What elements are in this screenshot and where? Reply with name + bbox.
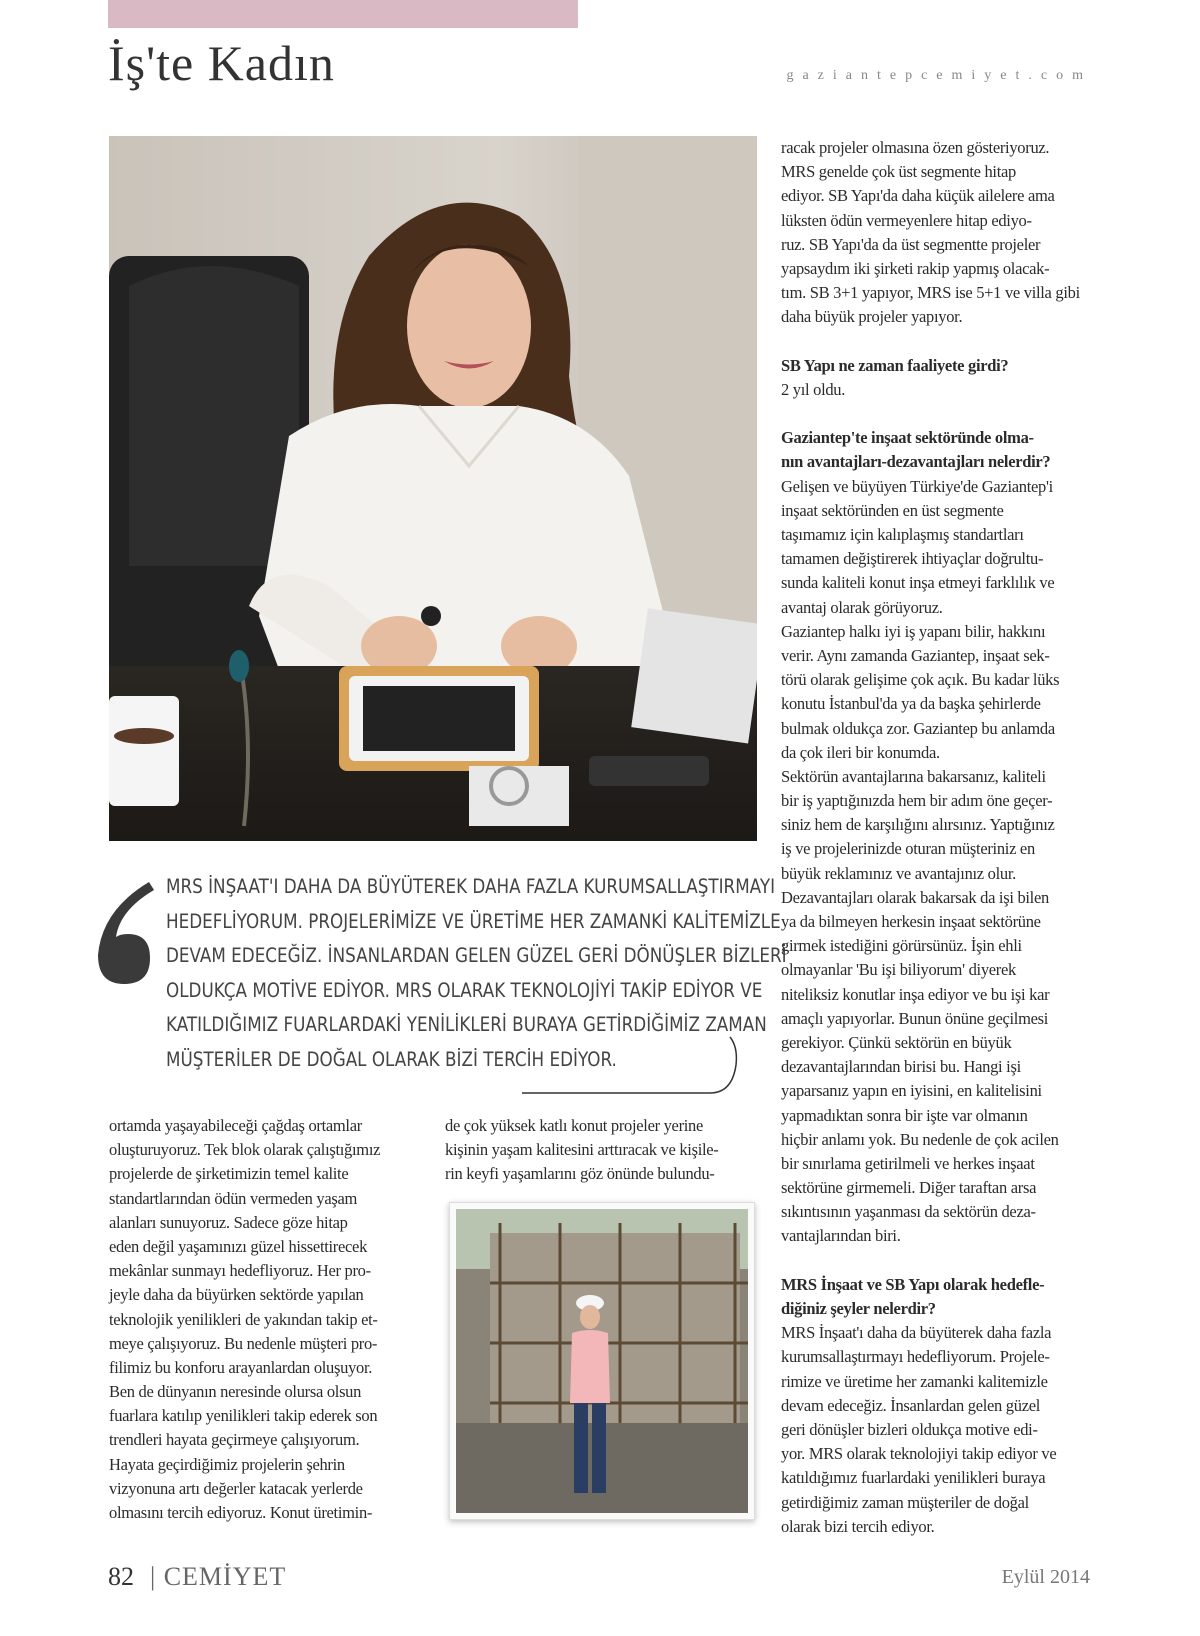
article-line: olmayanlar 'Bu işi biliyorum' diyerek (781, 960, 1016, 980)
article-line: törü olarak gelişime çok açık. Bu kadar lüks (781, 670, 1060, 690)
article-line: bir iş yaptığınızda hem bir adım öne geçer- (781, 791, 1053, 811)
article-line: alanları sunuyoruz. Sadece göze hitap (109, 1212, 348, 1232)
article-line: racak projeler olmasına özen gösteriyoruz. (781, 138, 1050, 157)
pull-quote-line: HEDEFLİYORUM. PROJELERİMİZE VE ÜRETİME HER ZAMANKİ KALİTEMİZLE (166, 909, 781, 933)
article-line: bulmak oldukça zor. Gaziantep bu anlamda (781, 718, 1055, 738)
article-line: meye çalışıyoruz. Bu nedenle müşteri pro- (109, 1333, 378, 1353)
article-line: yapmadıktan sonra bir işte var olmanın (781, 1105, 1028, 1125)
main-photo (109, 136, 757, 841)
article-line: yor. MRS olarak teknolojiyi takip ediyor ve (781, 1444, 1057, 1464)
question-heading: Gaziantep'te inşaat sektöründe olma- (781, 428, 1034, 448)
article-line: konutu İstanbul'da ya da başka şehirlerde (781, 694, 1041, 714)
article-line: projelerde de şirketimizin temel kalite (109, 1164, 349, 1184)
article-line: standartlarından ödün vermeden yaşam (109, 1188, 358, 1208)
article-line: iş ve projelerinizde oturan müşteriniz en (781, 839, 1035, 859)
article-line: MRS genelde çok üst segmente hitap (781, 162, 1016, 182)
article-line: siniz hem de karşılığını alırsınız. Yaptığınız (781, 815, 1055, 835)
article-line: teknolojik yenilikleri de yakından takip et- (109, 1309, 378, 1329)
article-line: sıkıntısının yaşanması da sektörün deza- (781, 1202, 1036, 1222)
article-line: mekânlar sunmayı hedefliyoruz. Her pro- (109, 1261, 371, 1281)
article-line: Dezavantajları olarak bakarsak da işi bilen (781, 887, 1049, 907)
article-line: geri dönüşler bizleri oldukça motive edi- (781, 1419, 1038, 1439)
page-number: 82 (108, 1562, 134, 1591)
article-line: niteliksiz konutlar inşa ediyor ve bu işi kar (781, 984, 1050, 1004)
article-column-left (109, 1114, 424, 1525)
pull-quote-line: KATILDIĞIMIZ FUARLARDAKİ YENİLİKLERİ BURAYA GETİRDİĞİMİZ ZAMAN (166, 1013, 767, 1037)
article-line: trendleri hayata geçirmeye çalışıyorum. (109, 1430, 360, 1450)
article-line: vizyonuna artı değerler katacak yerlerde (109, 1478, 363, 1498)
section-title: İş'te Kadın (108, 35, 335, 91)
article-line: taşımamız için kalıplaşmış standartları (781, 525, 1024, 544)
article-line: Hayata geçirdiğimiz projelerin şehrin (109, 1454, 345, 1474)
paragraph-gap (781, 330, 1096, 354)
article-line: lüksten ödün vermeyenlere hitap ediyo- (781, 210, 1032, 230)
article-line: rin keyfi yaşamlarını göz önünde bulundu- (445, 1164, 715, 1184)
article-line: hiçbir anlamı yok. Bu nedenle de çok acilen (781, 1129, 1059, 1149)
article-line: fuarlara katılıp yenilikleri takip ederek son (109, 1406, 378, 1426)
paragraph-gap (781, 402, 1096, 426)
article-line: ya da bilmeyen herkesin inşaat sektörüne (781, 912, 1041, 931)
article-line: da çok ileri bir konumda. (781, 742, 940, 762)
question-heading: SB Yapı ne zaman faaliyete girdi? (781, 355, 1009, 375)
question-heading: diğiniz şeyler nelerdir? (781, 1299, 936, 1318)
article-line: yaparsanız yapın en iyisini, en kalitelisini (781, 1081, 1042, 1101)
article-line: Gaziantep halkı iyi iş yapanı bilir, hakkını (781, 621, 1046, 641)
article-line: daha büyük projeler yapıyor. (781, 307, 963, 327)
article-line: eden değil yaşamınızı güzel hissettirecek (109, 1236, 368, 1256)
article-line: yapsaydım iki şirketi rakip yapmış olacak- (781, 258, 1050, 278)
article-line: oluşturuyoruz. Tek blok olarak çalıştığımız (109, 1140, 381, 1160)
article-line: Sektörün avantajlarına bakarsanız, kaliteli (781, 766, 1046, 786)
article-line: kurumsallaştırmayı hedefliyorum. Projele- (781, 1347, 1050, 1367)
article-line: gerekiyor. Çünkü sektörün en büyük (781, 1032, 1012, 1052)
construction-site-photo (449, 1202, 755, 1520)
quote-underline (520, 1035, 742, 1095)
article-line: filimiz bu konforu arayanlardan oluşuyor. (109, 1357, 373, 1377)
article-line: katıldığımız fuarlardaki yenilikleri buraya (781, 1468, 1046, 1488)
quote-mark-icon (94, 880, 156, 986)
article-line: inşaat sektöründen en üst segmente (781, 500, 1004, 520)
article-line: jeyle daha da büyürken sektörde yapılan (109, 1285, 364, 1305)
magazine-brand: | CEMİYET (150, 1562, 287, 1591)
article-line: rimize ve üretime her zamanki kalitemizle (781, 1371, 1048, 1391)
article-line: avantaj olarak görüyoruz. (781, 597, 943, 617)
article-line: verir. Aynı zamanda Gaziantep, inşaat sek- (781, 645, 1050, 665)
article-line: dezavantajlarından birisi bu. Hangi işi (781, 1057, 1021, 1077)
article-line: kişinin yaşam kalitesini arttıracak ve kişile- (445, 1140, 719, 1160)
article-column-middle (445, 1114, 755, 1187)
pull-quote-line: OLDUKÇA MOTİVE EDİYOR. MRS OLARAK TEKNOLOJİYİ TAKİP EDİYOR VE (166, 978, 763, 1002)
article-line: bir sınırlama getirilmeli ve herkes inşaat (781, 1153, 1035, 1173)
article-line: amaçlı yapıyorlar. Bunun önüne geçilmesi (781, 1008, 1049, 1028)
article-line: devam edeceğiz. İnsanlardan gelen güzel (781, 1395, 1041, 1415)
pull-quote-line: MÜŞTERİLER DE DOĞAL OLARAK BİZİ TERCİH EDİYOR. (166, 1047, 617, 1071)
question-heading: MRS İnşaat ve SB Yapı olarak hedefle- (781, 1274, 1045, 1294)
article-line: olmasını tercih ediyoruz. Konut üretimin- (109, 1503, 373, 1522)
pull-quote-line: DEVAM EDECEĞİZ. İNSANLARDAN GELEN GÜZEL GERİ DÖNÜŞLER BİZLERİ (166, 944, 787, 968)
article-column-right (781, 136, 1096, 1539)
site-url: gaziantepcemiyet.com (786, 68, 1092, 83)
article-line: sektörüne girmemeli. Diğer taraftan arsa (781, 1178, 1037, 1198)
article-line: MRS İnşaat'ı daha da büyüterek daha fazla (781, 1323, 1052, 1343)
question-heading: nın avantajları-dezavantajları nelerdir? (781, 452, 1051, 472)
article-line: tım. SB 3+1 yapıyor, MRS ise 5+1 ve villa gibi (781, 283, 1080, 303)
article-line: ediyor. SB Yapı'da daha küçük ailelere ama (781, 186, 1055, 206)
article-line: Gelişen ve büyüyen Türkiye'de Gaziantep'i (781, 476, 1053, 496)
article-line: 2 yıl oldu. (781, 379, 846, 399)
article-line: ortamda yaşayabileceği çağdaş ortamlar (109, 1116, 362, 1135)
article-line: de çok yüksek katlı konut projeler yerine (445, 1116, 704, 1135)
article-line: girmek istediğini görürsünüz. İşin ehli (781, 936, 1022, 956)
article-line: vantajlarından biri. (781, 1226, 901, 1246)
article-line: sunda kaliteli konut inşa etmeyi farklılık ve (781, 573, 1055, 593)
article-line: olarak bizi tercih ediyor. (781, 1516, 935, 1536)
article-line: Ben de dünyanın neresinde olursa olsun (109, 1382, 362, 1402)
pull-quote-line: MRS İNŞAAT'I DAHA DA BÜYÜTEREK DAHA FAZLA KURUMSALLAŞTIRMAYI (166, 875, 776, 898)
issue-date: Eylül 2014 (1001, 1566, 1090, 1588)
article-line: getirdiğimiz zaman müşteriler de doğal (781, 1492, 1029, 1512)
article-line: ruz. SB Yapı'da da üst segmentte projeler (781, 234, 1041, 254)
article-line: büyük reklamınız ve avantajınız olur. (781, 863, 1016, 883)
header-color-band (108, 0, 578, 28)
paragraph-gap (781, 1249, 1096, 1273)
article-line: tamamen değiştirerek ihtiyaçlar doğrultu- (781, 549, 1044, 569)
